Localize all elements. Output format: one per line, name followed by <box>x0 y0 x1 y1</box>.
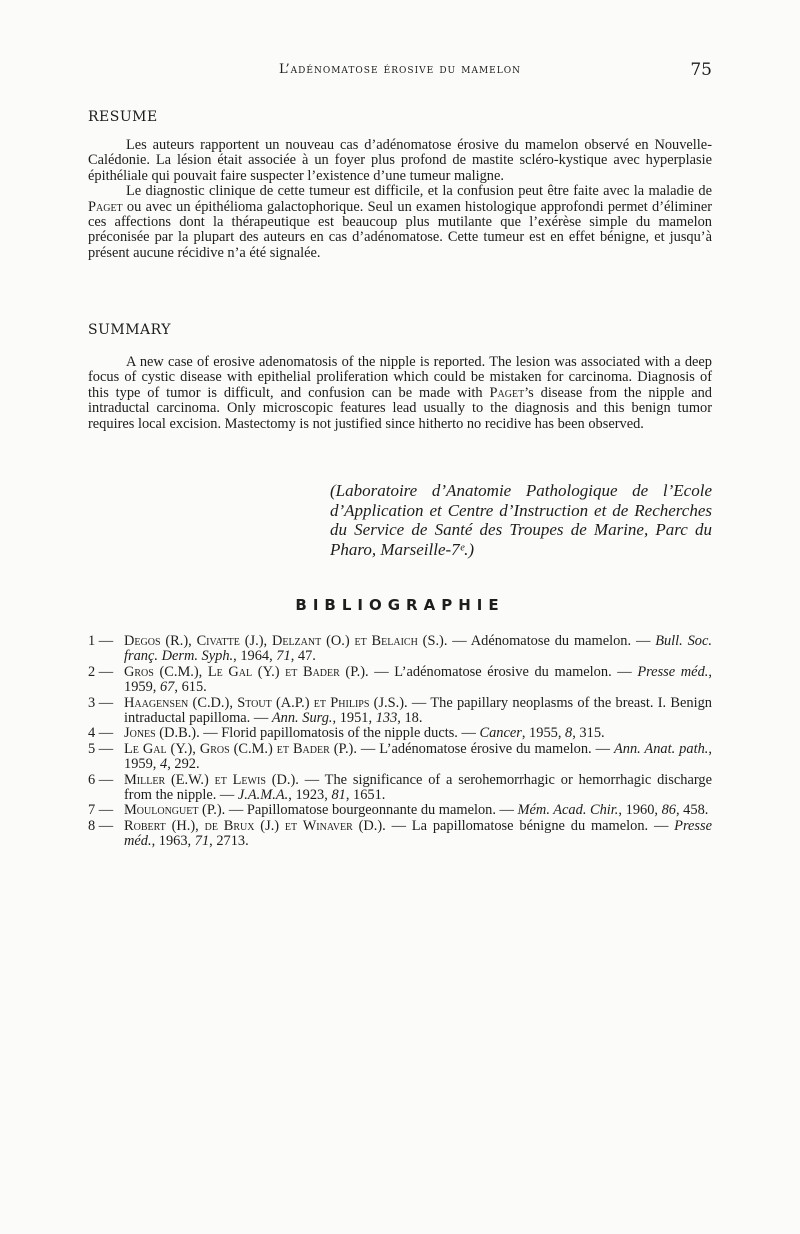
reference-item <box>88 803 712 818</box>
reference-volume: 4 <box>159 756 168 773</box>
reference-item <box>88 742 712 773</box>
reference-journal: Presse méd. <box>637 663 709 680</box>
reference-number: 7 — <box>88 802 114 819</box>
reference-pages: , 18. <box>397 710 423 727</box>
reference-text <box>124 819 712 850</box>
reference-journal: Mém. Acad. Chir. <box>517 802 619 819</box>
reference-item <box>88 726 712 741</box>
reference-title: — Adénomatose du mamelon. — <box>447 633 656 649</box>
reference-title: — La papillomatose bénigne du mamelon. — <box>385 817 675 834</box>
reference-text <box>124 726 712 741</box>
reference-authors: Robert (H.), de Brux (J.) et Winaver (D.). <box>124 817 386 834</box>
reference-list <box>88 634 712 850</box>
reference-volume: 81 <box>331 787 346 804</box>
summary-heading: SUMMARY <box>88 322 172 338</box>
reference-item <box>88 634 712 665</box>
reference-item <box>88 819 712 850</box>
resume-heading: RESUME <box>88 109 158 125</box>
reference-authors: Jones (D.B.). <box>124 725 200 742</box>
reference-text <box>124 634 712 665</box>
reference-authors: Le Gal (Y.), Gros (C.M.) et Bader (P.). <box>124 740 357 757</box>
reference-text <box>124 803 712 818</box>
reference-number: 4 — <box>88 725 114 742</box>
running-title: L’adénomatose érosive du mamelon <box>279 62 521 77</box>
reference-year: , 1955, <box>521 725 566 742</box>
reference-authors: Moulonguet (P.). <box>124 802 226 819</box>
reference-title: — The significance of a serohemorrhagic or hemorrhagic discharge from the nipple. — <box>124 771 712 804</box>
reference-year: , 1964, <box>233 648 277 665</box>
page-number: 75 <box>690 60 712 80</box>
resume-body <box>88 138 712 261</box>
reference-volume: 8 <box>565 725 573 742</box>
reference-authors: Gros (C.M.), Le Gal (Y.) et Bader (P.). <box>124 663 369 680</box>
reference-title: — L’adénomatose érosive du mamelon. — <box>368 663 638 680</box>
summary-text-b: ’s disease from the nipple and intraductal carcinoma. Only microscopic features lead usually to the diagnosis and this benign tumor requires local excision. Mastectomy is not justified since hitherto no recidive has been observed. <box>88 384 712 432</box>
reference-volume: 133 <box>375 710 398 727</box>
reference-year: , 1960, <box>618 802 662 819</box>
reference-year: , 1963, <box>151 833 195 850</box>
reference-number: 3 — <box>88 694 114 711</box>
bibliography-title: BIBLIOGRAPHIE <box>295 596 505 614</box>
reference-pages: , 315. <box>572 725 605 742</box>
reference-text <box>124 773 712 804</box>
reference-number: 8 — <box>88 817 114 834</box>
reference-item <box>88 665 712 696</box>
reference-journal: Ann. Surg. <box>271 710 333 727</box>
reference-text <box>124 665 712 696</box>
reference-number: 6 — <box>88 771 114 788</box>
reference-number: 5 — <box>88 740 114 757</box>
reference-pages: , 292. <box>167 756 200 773</box>
reference-year: , 1923, <box>288 787 332 804</box>
paget-name: Paget <box>88 198 123 215</box>
reference-volume: 71 <box>194 833 210 850</box>
reference-pages: , 47. <box>290 648 316 665</box>
reference-pages: , 615. <box>174 679 207 696</box>
reference-title: — The papillary neoplasms of the breast. I. Benign intraductal papilloma. — <box>124 694 712 727</box>
reference-journal: Ann. Anat. path. <box>613 740 709 757</box>
reference-year: , 1951, <box>332 710 376 727</box>
reference-volume: 86 <box>661 802 676 819</box>
reference-number: 1 — <box>88 633 114 649</box>
reference-pages: , 1651. <box>345 787 386 804</box>
reference-text <box>124 742 712 773</box>
reference-year: , 1959, <box>124 740 712 773</box>
summary-text-a: A new case of erosive adenomatosis of the nipple is reported. The lesion was associated with a deep focus of cystic disease with epithelial proliferation which could be mistaken for carcinoma. Diagnosis of this type of tumor is difficult, and confusion can be made with <box>88 354 712 401</box>
resume-p2-text-a: Le diagnostic clinique de cette tumeur est difficile, et la confusion peut être faite avec la maladie de <box>126 183 712 200</box>
summary-body <box>88 355 712 432</box>
reference-authors: Degos (R.), Civatte (J.), Delzant (O.) et Belaich (S.). <box>124 633 448 649</box>
reference-title: — L’adénomatose érosive du mamelon. — <box>356 740 614 757</box>
resume-paragraph-1: Les auteurs rapportent un nouveau cas d’adénomatose érosive du mamelon observé en Nouvelle-Calédonie. La lésion était associée à un foyer plus profond de mastite scléro-kystique avec hyperplasie épithéliale qui pouvait faire suspecter l’existence d’une tumeur maligne. <box>88 137 712 184</box>
reference-pages: , 458. <box>675 802 709 819</box>
reference-journal: Bull. Soc. franç. Derm. Syph. <box>124 633 712 665</box>
reference-year: , 1959, <box>124 663 712 696</box>
reference-number: 2 — <box>88 663 114 680</box>
reference-pages: , 2713. <box>209 833 249 850</box>
reference-volume: 71 <box>276 648 291 665</box>
reference-journal: Presse méd. <box>124 817 713 850</box>
reference-authors: Haagensen (C.D.), Stout (A.P.) et Philips (J.S.). <box>124 694 408 711</box>
resume-p2-text-b: ou avec un épithélioma galactophorique. Seul un examen histologique approfondi permet d’éliminer ces affections dont la thérapeutique est beaucoup plus mutilante que l’exérèse simple du mamelon préconisée par la plupart des auteurs en cas d’adénomatose. Cette tumeur est en effet bénigne, et jusqu’à présent aucune récidive n’a été signalée. <box>88 198 712 261</box>
resume-paragraph-2 <box>88 184 712 261</box>
reference-item <box>88 696 712 727</box>
affiliation: (Laboratoire d’Anatomie Pathologique de l’Ecole d’Application et Centre d’Instruction et de Recherches du Service de Santé des Troupes de Marine, Parc du Pharo, Marseille-7ᵉ.) <box>330 481 712 559</box>
summary-paragraph <box>88 355 712 432</box>
reference-journal: J.A.M.A. <box>237 787 289 804</box>
reference-journal: Cancer <box>479 725 522 742</box>
reference-title: — Florid papillomatosis of the nipple ducts. — <box>199 725 480 742</box>
reference-volume: 67 <box>159 679 175 696</box>
reference-authors: Miller (E.W.) et Lewis (D.). <box>124 771 299 788</box>
paget-name: Paget <box>489 384 525 401</box>
reference-item <box>88 773 712 804</box>
reference-title: — Papillomatose bourgeonnante du mamelon. — <box>225 802 518 819</box>
reference-text <box>124 696 712 727</box>
